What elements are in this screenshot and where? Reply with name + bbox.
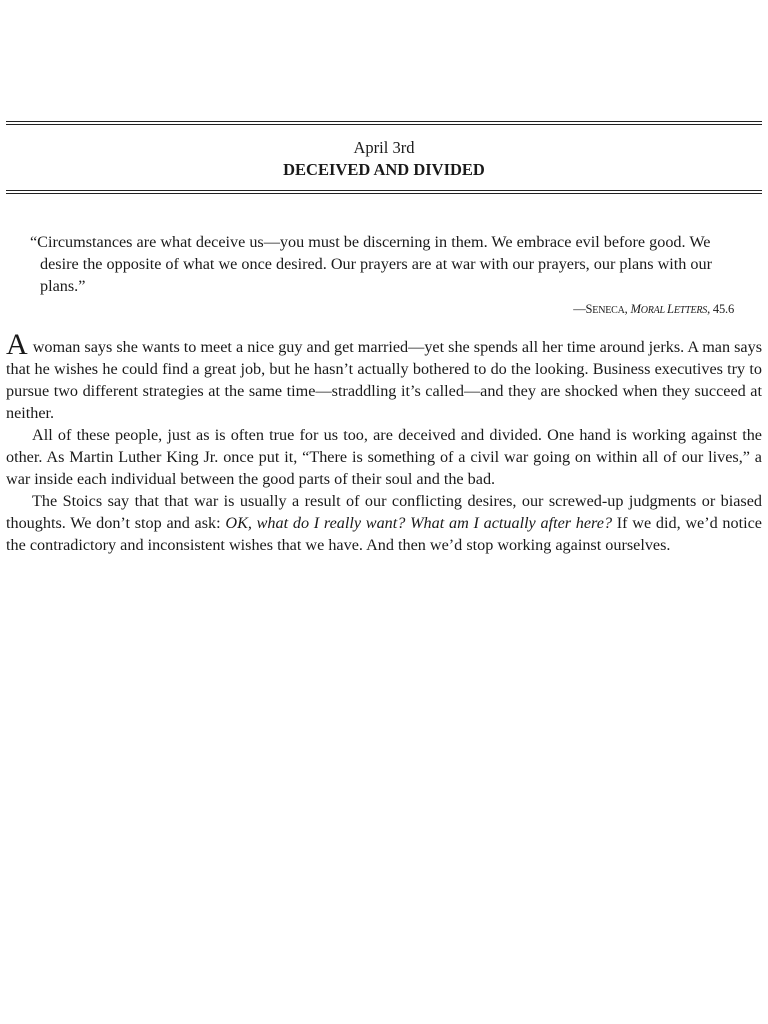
paragraph-1 [6,328,762,424]
entry-title: DECEIVED AND DIVIDED [283,160,485,179]
entry-body [6,328,762,556]
paragraph-3-italic: OK, what do I really want? What am I actually after here? [225,514,613,532]
work-rest-2: ETTERS [673,305,708,316]
entry-date: April 3rd [353,138,415,157]
drop-cap: A [6,328,28,361]
bottom-double-rule [6,190,762,194]
paragraph-3-end: If we did, we’d notice the contradictory and inconsistent wishes that we have. And then we’d stop working against ourselves. [6,514,762,554]
work-title [631,302,708,316]
work-rest-1: ORAL [640,305,668,316]
author-rest: ENECA [592,305,625,316]
author-initial: S [585,302,593,316]
work-initial-2: L [667,302,674,316]
paragraph-3 [6,490,762,556]
header-text [6,125,762,190]
work-initial-1: M [630,302,641,316]
attribution-dash: — [573,302,586,316]
entry-header [6,121,762,194]
work-reference: , 45.6 [707,302,734,316]
paragraph-2: All of these people, just as is often true for us too, are deceived and divided. One hand is working against the other. As Martin Luther King Jr. once put it, “There is something of a civil war going on within all of our lives,” a war inside each individual between the good parts of their soul and the bad. [6,426,762,488]
epigraph-quote: “Circumstances are what deceive us—you must be discerning in them. We embrace evil before good. We desire the opposite of what we once desired. Our prayers are at war with our prayers, our plans with our plans.” [30,233,713,295]
paragraph-3-start: The Stoics say that that war is usually a result of our conflicting desires, our screwed-up judgments or biased thoughts. We don’t stop and ask: [6,492,762,532]
epigraph [30,231,734,322]
paragraph-1-text: woman says she wants to meet a nice guy and get married—yet she spends all her time around jerks. A man says that he wishes he could find a great job, but he hasn’t actually bothered to do the looking. Business executives try to pursue two different strategies at the same time—straddling it’s called—and they are shocked when they succeed at neither. [6,338,762,422]
attribution-comma: , [624,302,631,316]
epigraph-attribution [30,298,734,322]
